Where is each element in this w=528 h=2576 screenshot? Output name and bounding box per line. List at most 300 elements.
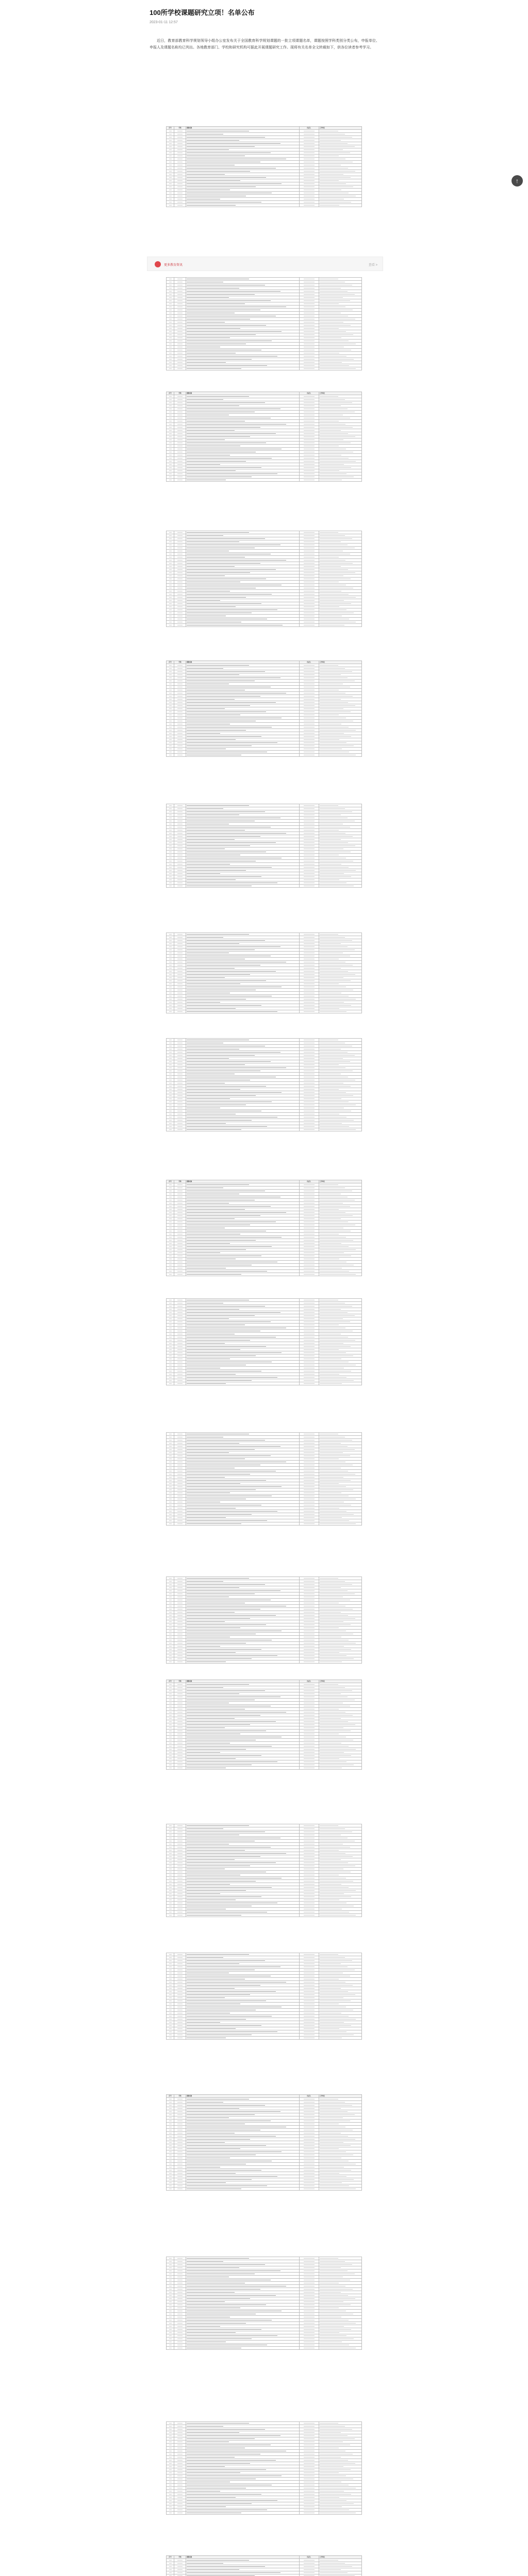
table-header-cell: 课题名称 — [186, 2095, 299, 2098]
list-table — [166, 277, 362, 370]
table-header-cell: 序号 — [167, 661, 174, 664]
table-row — [167, 457, 362, 460]
list-table — [166, 1824, 362, 1917]
table-row — [167, 1522, 362, 1526]
list-table — [166, 1953, 362, 2040]
table-row — [167, 2160, 362, 2163]
table-row — [167, 448, 362, 451]
table-cell — [186, 832, 299, 835]
table-cell — [167, 1382, 174, 1385]
table-row — [167, 866, 362, 869]
table-row — [167, 2104, 362, 2107]
ad-more-link[interactable]: 查看 > — [368, 264, 377, 267]
table-row — [167, 1886, 362, 1889]
table-row — [167, 1660, 362, 1664]
table-cell — [319, 621, 361, 624]
table-cell — [299, 1010, 319, 1013]
table-cell — [299, 204, 319, 207]
table-row — [167, 1454, 362, 1458]
table-cell — [186, 1981, 299, 1984]
table-row — [167, 1990, 362, 1993]
table-header-cell: 工作单位 — [319, 127, 361, 130]
table-row — [167, 284, 362, 287]
table-header-cell: 序号 — [167, 1180, 174, 1183]
table-row — [167, 479, 362, 482]
table-row — [167, 670, 362, 673]
table-row — [167, 955, 362, 958]
table-row — [167, 472, 362, 476]
table-row — [167, 367, 362, 370]
table-row — [167, 1128, 362, 1131]
ad-banner[interactable] — [147, 257, 383, 271]
table-cell — [319, 1889, 361, 1892]
table-row — [167, 710, 362, 714]
table-cell — [186, 2285, 299, 2288]
article-title: 100所学校课题研究立项！名单公布 — [150, 9, 255, 16]
table-row — [167, 1519, 362, 1522]
table-row — [167, 1485, 362, 1488]
list-table — [166, 392, 362, 482]
table-cell — [319, 1767, 361, 1770]
table-cell — [319, 343, 361, 346]
table-cell — [167, 1010, 174, 1013]
table-row — [167, 182, 362, 185]
table-row — [167, 204, 362, 207]
table-row — [167, 1196, 362, 1199]
table-header-cell: 学科 — [174, 661, 186, 664]
table-cell — [186, 367, 299, 370]
table-header-cell: 序号 — [167, 2556, 174, 2559]
table-cell — [299, 1128, 319, 1131]
table-cell — [186, 2188, 299, 2191]
table-header-cell: 负责人 — [299, 2556, 319, 2559]
table-row — [167, 726, 362, 729]
table-cell — [186, 2574, 299, 2576]
table-header-cell: 学科 — [174, 392, 186, 395]
table-cell — [186, 306, 299, 309]
table-cell — [174, 367, 186, 370]
table-cell — [186, 423, 299, 426]
table-row — [167, 1461, 362, 1464]
table-row — [167, 2269, 362, 2273]
table-row — [167, 1911, 362, 1914]
table-cell — [186, 559, 299, 562]
table-row — [167, 1051, 362, 1054]
table-cell — [167, 1273, 174, 1276]
table-row — [167, 1965, 362, 1969]
table-cell — [319, 729, 361, 732]
table-row — [167, 1327, 362, 1330]
table-cell — [186, 1010, 299, 1013]
table-header-cell: 序号 — [167, 1680, 174, 1683]
table-cell — [167, 885, 174, 888]
table-row — [167, 1479, 362, 1482]
table-row — [167, 1221, 362, 1224]
table-cell — [299, 624, 319, 627]
table-cell — [319, 367, 361, 370]
table-row — [167, 330, 362, 333]
table-cell — [186, 1273, 299, 1276]
list-table — [166, 933, 362, 1013]
table-cell — [319, 754, 361, 757]
table-cell — [319, 1498, 361, 1501]
table-row — [167, 1599, 362, 1602]
table-cell — [186, 1914, 299, 1917]
table-row — [167, 1705, 362, 1708]
table-cell — [186, 2450, 299, 2453]
table-cell — [299, 1522, 319, 1526]
table-cell — [186, 158, 299, 161]
table-cell — [319, 1128, 361, 1131]
table-cell — [319, 2037, 361, 2040]
table-row — [167, 537, 362, 540]
table-row — [167, 2565, 362, 2568]
arrow-up-icon[interactable]: ↑ — [512, 175, 523, 187]
table-cell — [174, 1767, 186, 1770]
table-cell — [186, 1660, 299, 1664]
table-row — [167, 2444, 362, 2447]
table-header-cell: 工作单位 — [319, 1180, 361, 1183]
table-row — [167, 2175, 362, 2178]
table-header-cell: 工作单位 — [319, 2095, 361, 2098]
table-cell — [319, 1914, 361, 1917]
table-row — [167, 2571, 362, 2574]
list-table-image — [166, 1038, 362, 1131]
table-row — [167, 841, 362, 844]
table-row — [167, 2294, 362, 2297]
table-header-cell: 课题名称 — [186, 2556, 299, 2559]
table-row — [167, 1760, 362, 1764]
table-row — [167, 2150, 362, 2154]
table-cell — [299, 367, 319, 370]
list-table — [166, 804, 362, 888]
table-row — [167, 2015, 362, 2018]
table-cell — [167, 1660, 174, 1664]
list-table-image — [166, 2257, 362, 2350]
table-cell — [174, 479, 186, 482]
table-cell — [174, 754, 186, 757]
table-row — [167, 324, 362, 327]
table-header-cell: 学科 — [174, 1680, 186, 1683]
table-cell — [186, 2512, 299, 2515]
table-row — [167, 1999, 362, 2003]
table-cell — [299, 1273, 319, 1276]
table-row — [167, 2512, 362, 2515]
table-row — [167, 1846, 362, 1849]
table-cell — [167, 2574, 174, 2576]
table-row — [167, 553, 362, 556]
table-row — [167, 1345, 362, 1348]
table-row — [167, 142, 362, 145]
table-row — [167, 1914, 362, 1917]
table-row — [167, 1230, 362, 1233]
table-cell — [186, 624, 299, 627]
table-row — [167, 290, 362, 293]
table-header-cell: 序号 — [167, 2095, 174, 2098]
table-cell — [186, 1461, 299, 1464]
table-cell — [174, 624, 186, 627]
table-cell — [174, 2037, 186, 2040]
table-row — [167, 544, 362, 547]
table-row — [167, 2468, 362, 2471]
table-row — [167, 559, 362, 562]
article — [150, 0, 380, 51]
table-row — [167, 885, 362, 888]
table-header-cell: 负责人 — [299, 1180, 319, 1183]
table-row — [167, 618, 362, 621]
table-row — [167, 2319, 362, 2322]
table-cell — [174, 204, 186, 207]
table-cell — [186, 1711, 299, 1714]
table-header-cell: 负责人 — [299, 1680, 319, 1683]
table-cell — [319, 204, 361, 207]
table-cell — [319, 479, 361, 482]
table-row — [167, 355, 362, 358]
table-row — [167, 701, 362, 704]
table-header-cell: 工作单位 — [319, 2556, 361, 2559]
table-header-cell: 工作单位 — [319, 1680, 361, 1683]
table-cell — [299, 479, 319, 482]
table-row — [167, 2459, 362, 2462]
table-row — [167, 1711, 362, 1714]
table-header-cell: 课题名称 — [186, 392, 299, 395]
table-row — [167, 2334, 362, 2337]
table-cell — [186, 1066, 299, 1070]
table-cell — [174, 1010, 186, 1013]
table-header-cell: 负责人 — [299, 127, 319, 130]
table-row — [167, 1091, 362, 1094]
table-cell — [319, 1273, 361, 1276]
table-row — [167, 340, 362, 343]
table-row — [167, 1959, 362, 1962]
table-cell — [319, 1104, 361, 1107]
table-row — [167, 2135, 362, 2138]
table-row — [167, 1470, 362, 1473]
list-table-image — [166, 2421, 362, 2515]
table-header-cell: 课题名称 — [186, 1180, 299, 1183]
table-row — [167, 2310, 362, 2313]
table-row — [167, 2434, 362, 2437]
table-cell — [186, 1211, 299, 1214]
table-cell — [167, 2037, 174, 2040]
table-row — [167, 1623, 362, 1626]
list-table-image — [166, 2094, 362, 2191]
list-table — [166, 1432, 362, 1526]
table-cell — [319, 1010, 361, 1013]
table-row — [167, 979, 362, 982]
table-cell — [299, 1660, 319, 1664]
table-header-cell: 负责人 — [299, 2095, 319, 2098]
list-table-image — [166, 126, 362, 207]
table-row — [167, 1639, 362, 1642]
table-cell — [299, 885, 319, 888]
table-cell — [186, 961, 299, 964]
ad-text: 更多教育资讯 — [164, 264, 183, 267]
table-row — [167, 192, 362, 195]
table-cell — [186, 1605, 299, 1608]
table-row — [167, 1261, 362, 1264]
list-table-image — [166, 277, 362, 370]
table-cell — [319, 195, 361, 198]
table-row — [167, 961, 362, 964]
table-header-cell: 序号 — [167, 392, 174, 395]
table-row — [167, 1981, 362, 1984]
table-cell — [186, 204, 299, 207]
list-table — [166, 2421, 362, 2515]
table-row — [167, 2279, 362, 2282]
table-row — [167, 1720, 362, 1723]
table-cell — [186, 2126, 299, 2129]
table-cell — [167, 1914, 174, 1917]
table-cell — [174, 2512, 186, 2515]
list-table-image — [166, 933, 362, 1013]
table-cell — [167, 624, 174, 627]
table-row — [167, 2509, 362, 2512]
list-table-image — [166, 1824, 362, 1917]
table-row — [167, 1361, 362, 1364]
table-cell — [186, 1327, 299, 1330]
table-cell — [174, 1273, 186, 1276]
table-row — [167, 2285, 362, 2288]
table-cell — [167, 367, 174, 370]
table-cell — [174, 1382, 186, 1385]
table-row — [167, 364, 362, 367]
table-row — [167, 1205, 362, 1208]
table-row — [167, 624, 362, 627]
table-row — [167, 315, 362, 318]
table-row — [167, 1852, 362, 1855]
table-row — [167, 857, 362, 860]
table-row — [167, 882, 362, 885]
table-row — [167, 2120, 362, 2123]
table-row — [167, 2344, 362, 2347]
table-row — [167, 995, 362, 998]
table-row — [167, 417, 362, 420]
list-table — [166, 2555, 362, 2576]
list-table-image — [166, 2555, 362, 2576]
table-cell — [167, 2188, 174, 2191]
table-row — [167, 423, 362, 426]
table-row — [167, 1589, 362, 1592]
list-table-image — [166, 660, 362, 757]
table-cell — [186, 754, 299, 757]
table-row — [167, 692, 362, 695]
table-row — [167, 1311, 362, 1314]
table-row — [167, 1871, 362, 1874]
table-row — [167, 1495, 362, 1498]
table-row — [167, 2037, 362, 2040]
table-row — [167, 1877, 362, 1880]
table-cell — [186, 2347, 299, 2350]
table-row — [167, 1273, 362, 1276]
table-row — [167, 2450, 362, 2453]
table-row — [167, 751, 362, 754]
table-header-cell: 序号 — [167, 127, 174, 130]
table-row — [167, 299, 362, 302]
list-table — [166, 1298, 362, 1385]
table-row — [167, 1689, 362, 1692]
table-row — [167, 2574, 362, 2576]
table-row — [167, 1445, 362, 1448]
table-row — [167, 1382, 362, 1385]
table-row — [167, 826, 362, 829]
table-row — [167, 1510, 362, 1513]
table-header-cell: 课题名称 — [186, 661, 299, 664]
table-cell — [167, 479, 174, 482]
table-cell — [167, 2512, 174, 2515]
table-cell — [319, 998, 361, 1001]
table-row — [167, 1270, 362, 1273]
table-cell — [299, 2037, 319, 2040]
list-table-image — [166, 1577, 362, 1664]
list-table — [166, 1680, 362, 1770]
table-header-cell: 学科 — [174, 2095, 186, 2098]
table-header-cell: 负责人 — [299, 661, 319, 664]
table-cell — [167, 1522, 174, 1526]
table-row — [167, 2263, 362, 2266]
table-cell — [167, 204, 174, 207]
table-cell — [319, 460, 361, 463]
table-row — [167, 2184, 362, 2188]
table-row — [167, 167, 362, 170]
table-cell — [319, 1522, 361, 1526]
table-row — [167, 686, 362, 689]
table-row — [167, 1730, 362, 1733]
table-cell — [174, 1914, 186, 1917]
table-row — [167, 1066, 362, 1070]
table-cell — [299, 2188, 319, 2191]
list-table-image — [166, 1432, 362, 1526]
table-cell — [174, 1660, 186, 1664]
table-row — [167, 408, 362, 411]
table-row — [167, 2484, 362, 2487]
table-header-cell: 工作单位 — [319, 661, 361, 664]
article-intro: 近日，教育部教育科学规划领导小组办公室发布关于全国教育科学规划课题的一批立项课题名单，课题按照学科类别分类公布，申报单位、申报人及课题名称均已列出。各地教育部门、学校和研究机构可据此开展课题研究工作。现将有关名单全文转载如下，供各位读者参考学习。 — [150, 39, 380, 49]
table-cell — [186, 1767, 299, 1770]
table-row — [167, 176, 362, 179]
table-cell — [174, 2188, 186, 2191]
list-table — [166, 531, 362, 627]
table-cell — [167, 2347, 174, 2350]
table-cell — [319, 1364, 361, 1367]
list-table — [166, 1577, 362, 1664]
table-cell — [167, 754, 174, 757]
table-cell — [319, 2018, 361, 2021]
table-row — [167, 1614, 362, 1617]
table-row — [167, 1076, 362, 1079]
table-cell — [319, 885, 361, 888]
table-row — [167, 945, 362, 948]
table-cell — [186, 885, 299, 888]
list-table-image — [166, 392, 362, 482]
table-row — [167, 717, 362, 720]
table-cell — [167, 1767, 174, 1770]
table-row — [167, 1837, 362, 1840]
table-cell — [174, 2347, 186, 2350]
table-row — [167, 578, 362, 581]
table-row — [167, 1376, 362, 1379]
table-row — [167, 2475, 362, 2478]
table-row — [167, 1305, 362, 1308]
list-table — [166, 1038, 362, 1131]
table-row — [167, 401, 362, 404]
table-row — [167, 136, 362, 139]
table-cell — [186, 692, 299, 695]
table-cell — [319, 1748, 361, 1751]
table-cell — [319, 869, 361, 872]
table-cell — [299, 1382, 319, 1385]
table-cell — [299, 2347, 319, 2350]
